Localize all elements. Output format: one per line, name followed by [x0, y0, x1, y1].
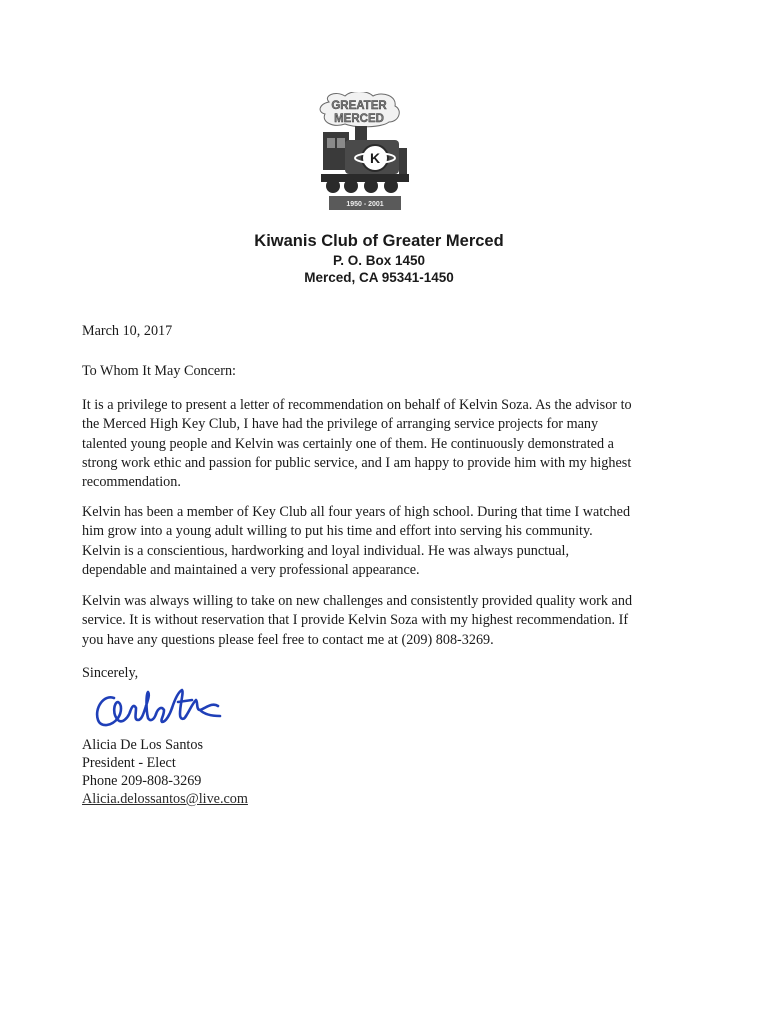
salutation: To Whom It May Concern: [82, 363, 236, 379]
paragraph-line: It is a privilege to present a letter of recommendation on behalf of Kelvin Soza. As the advisor to [82, 397, 632, 413]
signature-block [82, 736, 248, 808]
paragraph-line: dependable and maintained a very professional appearance. [82, 561, 420, 578]
address-line-2: Merced, CA 95341-1450 [304, 270, 454, 285]
letterhead [0, 230, 768, 286]
logo-bottom-text: MERCED [334, 113, 384, 125]
paragraph-line: you have any questions please feel free to contact me at (209) 808-3269. [82, 631, 494, 648]
closing: Sincerely, [82, 665, 139, 681]
paragraph-line: talented young people and Kelvin was certainly one of them. He continuously demonstrated a [82, 435, 614, 452]
logo-top-text: GREATER [331, 100, 387, 112]
paragraph-line: Kelvin has been a member of Key Club all four years of high school. During that time I watched [82, 504, 631, 520]
signer-email-link[interactable]: Alicia.delossantos@live.com [82, 791, 248, 807]
letter-date: March 10, 2017 [82, 323, 173, 339]
paragraph-2 [82, 503, 682, 580]
signer-phone: Phone 209-808-3269 [82, 773, 202, 789]
paragraph-line: Kelvin was always willing to take on new challenges and consistently provided quality work and [82, 593, 633, 609]
signer-name: Alicia De Los Santos [82, 737, 203, 753]
paragraph-3 [82, 592, 682, 650]
handwritten-signature [88, 680, 238, 736]
address-line-1: P. O. Box 1450 [332, 253, 426, 268]
paragraph-line: him grow into a young adult willing to put his time and effort into serving his community. [82, 523, 593, 540]
paragraph-line: strong work ethic and passion for public service, and I am happy to provide him with my highest [82, 454, 632, 471]
paragraph-line: Kelvin is a conscientious, hardworking and loyal individual. He was always punctual, [82, 542, 569, 559]
paragraph-line: the Merced High Key Club, I have had the privilege of arranging service projects for many [82, 416, 599, 433]
organization-name: Kiwanis Club of Greater Merced [254, 232, 504, 250]
kiwanis-greater-merced-logo [315, 92, 411, 218]
logo-years: 1950 - 2001 [346, 201, 384, 208]
logo-emblem-letter: K [369, 150, 381, 166]
paragraph-line: service. It is without reservation that I provide Kelvin Soza with my highest recommendation. If [82, 612, 629, 629]
paragraph-1 [82, 396, 682, 492]
paragraph-line: recommendation. [82, 474, 181, 491]
signer-title: President - Elect [82, 755, 176, 771]
